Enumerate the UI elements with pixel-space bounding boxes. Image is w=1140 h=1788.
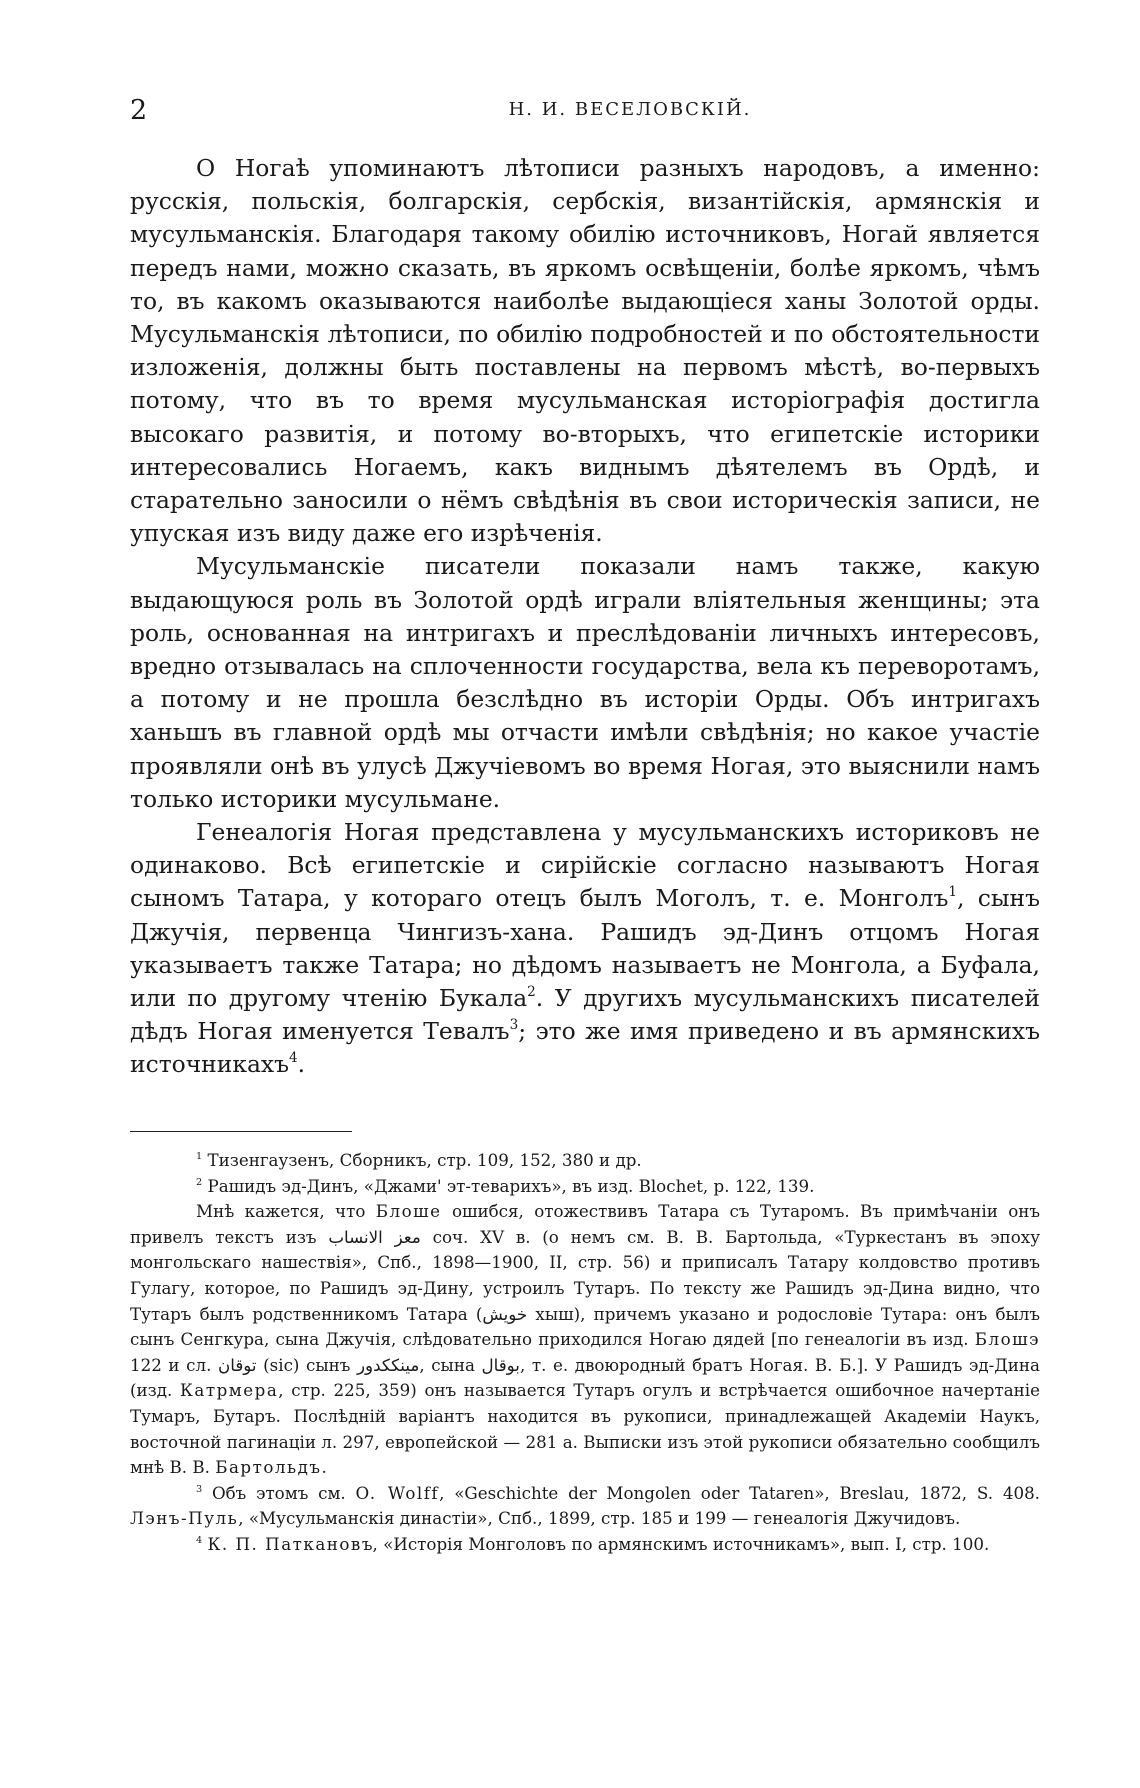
text-run: О Ногаѣ упоминаютъ лѣтописи разныхъ народовъ, а именно: русскія, польскія, болгарскія, сербскія, византійскія, армянскія и мусульманскія. Благодаря такому обилію источниковъ, Ногай является передъ нами, можно сказать, въ яркомъ освѣщеніи, болѣе яркомъ, чѣмъ то, въ какомъ оказываются наиболѣе выдающіеся ханы Золотой орды. Мусульманскія лѣтописи, по обилію подробностей и по обстоятельности изложенія, должны быть поставлены на первомъ мѣстѣ, во-первыхъ потому, что въ то время мусульманская исторіографія достигла высокаго развитія, и потому во-вторыхъ, что египетскіе историки интересовались Ногаемъ, какъ виднымъ дѣятелемъ въ Ордѣ, и старательно заносили о нёмъ свѣдѣнія въ свои историческія записи, не упуская изъ виду даже его изрѣченія.	[130, 154, 1040, 548]
text-run: 122 и сл.	[130, 1354, 218, 1375]
spaced-name: Катрмера	[180, 1380, 279, 1401]
spaced-name: Блошэ	[974, 1329, 1040, 1350]
text-run: (sic) сынъ	[256, 1354, 357, 1375]
footnote	[130, 1148, 1040, 1174]
footnote-ref: 3	[509, 1017, 519, 1034]
paragraph	[130, 550, 1040, 816]
text-run: Мусульманскіе писатели показали намъ также, какую выдающуюся роль въ Золотой ордѣ играли вліятельныя женщины; эта роль, основанная на интригахъ и преслѣдованіи личныхъ интересовъ, вредно отзывалась на сплоченности государства, вела къ переворотамъ, а потому и не прошла безслѣдно въ исторіи Орды. Объ интригахъ ханьшъ въ главной ордѣ мы отчасти имѣли свѣдѣнія; но какое участіе проявляли онѣ въ улусѣ Джучіевомъ во время Ногая, это выяснили намъ только историки мусульмане.	[130, 552, 1040, 813]
text-run: .	[297, 1050, 306, 1079]
page-header	[130, 95, 1040, 131]
footnote-divider	[130, 1131, 352, 1132]
text-run: ъ, «Исторія Монголовъ по армянскимъ источникамъ», вып. I, стр. 100.	[361, 1533, 990, 1554]
footnote-ref: 2	[196, 1176, 203, 1188]
text-run: Тизенгаузенъ, Сборникъ, стр. 109, 152, 380 и др.	[202, 1150, 642, 1170]
text-run: Мнѣ кажется, что	[196, 1201, 376, 1222]
footnote	[130, 1174, 1040, 1200]
footnote-ref: 4	[289, 1050, 298, 1067]
footnote	[130, 1481, 1040, 1532]
spaced-name: Лэнъ-Пуль	[130, 1508, 239, 1529]
page-number: 2	[130, 95, 148, 126]
text-run: соч. XV в. (о немъ см. В. В. Бартольда, «Туркестанъ въ эпоху монгольскаго нашествія», Спб., 1898—1900, II, стр. 56) и приписалъ Татару колдовство противъ Гулагу, которое, по Рашидъ эд-Дину, устроилъ Тутаръ. По тексту же Рашидъ эд-Дина видно, что Тутаръ былъ родственникомъ Татара (	[130, 1226, 1041, 1324]
text-run: , сына	[419, 1354, 482, 1375]
text-run: хыш), причемъ указано и родословіе Тутара: онъ былъ сынъ Сенгкура, сына Джучія, слѣдовательно приходился Ногаю дядей [по генеалогіи въ изд.	[130, 1303, 1040, 1350]
paragraph	[130, 152, 1040, 550]
footnotes	[130, 1148, 1040, 1558]
text-run: ошибся, отожествивъ Татара съ Тутаромъ. Въ примѣчаніи онъ привелъ текстъ изъ	[130, 1201, 1040, 1247]
text-run: , т. е. двоюродный братъ Ногая. В. Б.]. У Рашидъ эд-Дина (изд.	[130, 1354, 1040, 1401]
spaced-name: К. П. Патканов	[207, 1533, 362, 1554]
main-text	[130, 152, 1040, 1082]
text-run: .	[321, 1457, 327, 1478]
arabic-word: توقان	[217, 1354, 257, 1375]
text-run: . У другихъ мусульманскихъ писателей дѣдъ Ногая именуется Тевалъ	[130, 984, 1040, 1046]
text-run: ; это же имя приведено и въ армянскихъ источникахъ	[130, 1017, 1041, 1079]
arabic-word: مینککدور	[356, 1354, 420, 1375]
spaced-name: Блоше	[375, 1201, 442, 1222]
text-run: Генеалогія Ногая представлена у мусульманскихъ историковъ не одинаково. Всѣ египетскіе и сирійскіе согласно называютъ Ногая сыномъ Татара, у котораго отецъ былъ Моголъ, т. е. Монголъ	[130, 818, 1040, 913]
paragraph	[130, 816, 1040, 1082]
text-run: , «Мусульманскія династіи», Спб., 1899, стр. 185 и 199 — генеалогія Джучидовъ.	[238, 1508, 961, 1529]
running-head: Н. И. ВЕСЕЛОВСКІЙ.	[508, 99, 752, 120]
footnote-ref: 1	[948, 884, 958, 901]
arabic-word: معز الانساب	[328, 1226, 421, 1247]
footnote-ref: 3	[196, 1483, 203, 1495]
text-run: Объ этомъ см.	[202, 1482, 356, 1503]
arabic-word: خویش	[482, 1303, 528, 1324]
footnote-ref: 2	[527, 983, 536, 1000]
text-run: , сынъ Джучія, первенца Чингизъ-хана. Рашидъ эд-Динъ отцомъ Ногая указываетъ также Татара; но дѣдомъ называетъ не Монгола, а Буфала, или по другому чтенію Букала	[130, 884, 1040, 1013]
spaced-name: O. Wolff	[355, 1482, 440, 1503]
footnote	[130, 1199, 1040, 1481]
footnote-ref: 4	[196, 1534, 203, 1546]
text-run: Рашидъ эд-Динъ, «Джами' эт-теварихъ», въ изд. Blochet, p. 122, 139.	[202, 1175, 815, 1196]
text-run: , «Geschichte der Mongolen oder Tataren», Breslau, 1872, S. 408.	[439, 1482, 1040, 1503]
spaced-name: Бартольдъ	[215, 1457, 322, 1478]
footnote-ref: 1	[196, 1150, 203, 1162]
footnote	[130, 1532, 1040, 1558]
text-run: , стр. 225, 359) онъ называется Тутаръ огулъ и встрѣчается ошибочное начертаніе Тумаръ, Бутаръ. Послѣдній варіантъ находится въ рукописи, принадлежащей Академіи Наукъ, восточной пагинаціи л. 297, европейской — 281 а. Выписки изъ этой рукописи обязательно сообщилъ мнѣ В. В.	[130, 1380, 1040, 1478]
arabic-word: بوقال	[481, 1354, 520, 1375]
